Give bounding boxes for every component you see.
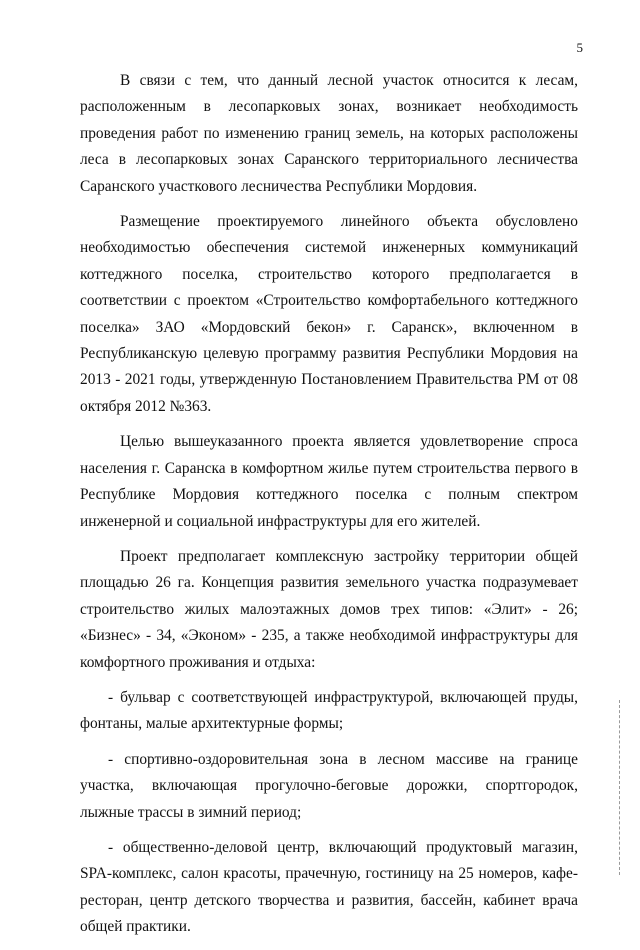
paragraph-forest-location: В связи с тем, что данный лесной участок относится к лесам, расположенным в лесопарковых зонах, возникает необходимость проведения работ по изменению границ земель, на которых расположены леса в лесопарковых зонах Саранского территориального лесничества Саранского участкового лесничества Республики Мордовия. <box>80 72 578 195</box>
page-number: 5 <box>576 40 583 55</box>
paragraph-object-placement: Размещение проектируемого линейного объекта обусловлено необходимостью обеспечения системой инженерных коммуникаций коттеджного поселка, строительство которого предполагается в соответствии с проектом «Строительство комфортабельного коттеджного поселка» ЗАО «Мордовский бекон» г. Саранск», включенном в Республиканскую целевую программу развития Республики Мордовия на 2013 - 2021 годы, утвержденную Постановлением Правительства РМ от 08 октября 2012 №363. <box>80 213 578 415</box>
paragraph-project-goal: Целью вышеуказанного проекта является удовлетворение спроса населения г. Саранска в комфортном жилье путем строительства первого в Республике Мордовия коттеджного поселка с полным спектром инженерной и социальной инфраструктуры для его жителей. <box>80 433 578 530</box>
scan-margin-marks <box>619 700 621 875</box>
document-body <box>80 68 578 950</box>
list-item-boulevard: - бульвар с соответствующей инфраструктурой, включающей пруды, фонтаны, малые архитектурные формы; <box>80 688 578 733</box>
list-item-sports-zone: - спортивно-оздоровительная зона в лесном массиве на границе участка, включающая прогулочно-беговые дорожки, спортгородок, лыжные трассы в зимний период; <box>80 750 578 821</box>
paragraph-project-scope: Проект предполагает комплексную застройку территории общей площадью 26 га. Концепция развития земельного участка подразумевает строительство жилых малоэтажных домов трех типов: «Элит» - 26; «Бизнес» - 34, «Эконом» - 235, а также необходимой инфраструктуры для комфортного проживания и отдыха: <box>80 547 578 671</box>
list-item-business-center: - общественно-деловой центр, включающий продуктовый магазин, SPA-комплекс, салон красоты, прачечную, гостиницу на 25 номеров, кафе-ресторан, центр детского творчества и развития, бассейн, кабинет врача общей практики. <box>80 838 578 936</box>
